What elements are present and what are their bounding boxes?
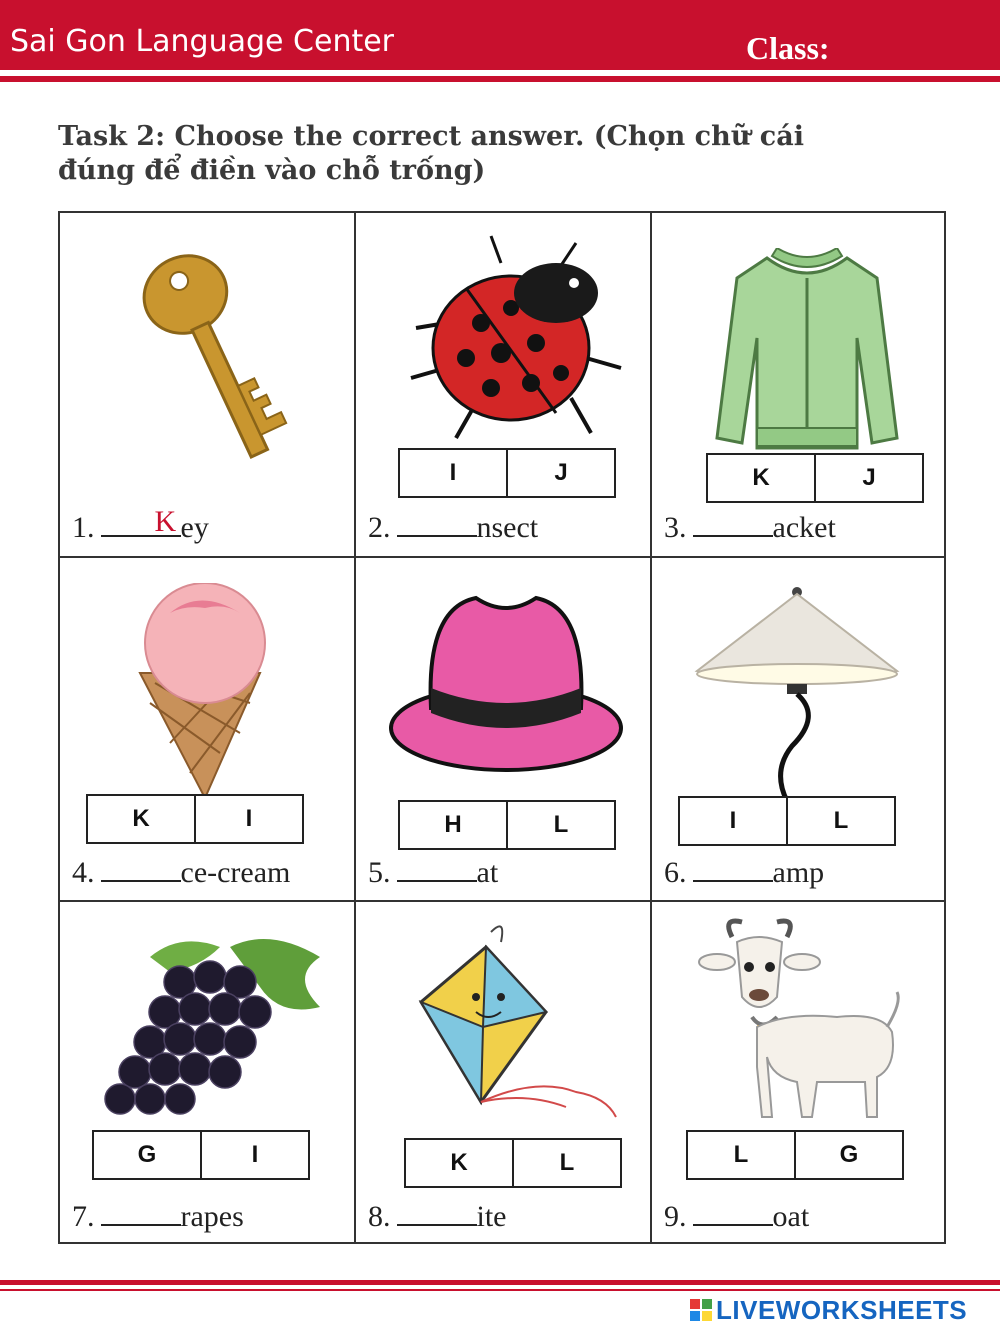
choice-option[interactable]: L [512,1140,620,1186]
choice-group [398,800,616,850]
choice-option[interactable]: K [450,1149,468,1176]
answer-blank[interactable] [693,1202,773,1226]
answer-blank[interactable] [693,858,773,882]
header-rule [0,76,1000,82]
choice-option[interactable]: G [794,1132,902,1178]
question-text: 1. K ey [72,505,209,544]
choice-group [398,448,616,498]
question-text: 9. oat [664,1200,810,1233]
choice-option[interactable]: H [444,811,462,838]
choice-option[interactable]: I [194,796,302,842]
ladybug-icon [406,228,626,448]
footer-rule [0,1280,1000,1285]
filled-answer: K [154,505,177,538]
choice-option[interactable]: I [729,807,737,834]
choice-group [686,1130,904,1180]
question-text: 5. at [368,856,499,889]
hat-icon [386,588,626,778]
answer-blank[interactable] [101,505,181,538]
task-line-2: đúng để điền vào chỗ trống) [58,155,486,186]
question-cell-6 [652,558,948,902]
kite-icon [416,917,626,1122]
choice-option[interactable]: G [137,1141,157,1168]
exercise-grid [58,211,946,1244]
header-bar [0,0,1000,70]
question-text: 3. acket [664,511,836,544]
question-cell-1 [60,213,356,557]
choice-group [706,453,924,503]
question-text: 8. ite [368,1200,507,1233]
brand-name: LIVEWORKSHEETS [716,1294,968,1325]
question-cell-2 [356,213,652,557]
answer-blank[interactable] [101,1202,181,1226]
task-line-1: Task 2: Choose the correct answer. (Chọn chữ cái [58,121,804,152]
answer-blank[interactable] [101,858,181,882]
choice-option[interactable]: L [506,802,614,848]
answer-blank[interactable] [397,513,477,537]
choice-option[interactable]: L [786,798,894,844]
goat-icon [697,917,917,1122]
choice-option[interactable]: I [449,459,457,486]
key-icon [140,243,290,473]
question-cell-5 [356,558,652,902]
choice-option[interactable]: J [814,455,922,501]
choice-option[interactable]: J [506,450,614,496]
task-instructions [58,120,958,188]
choice-group [678,796,896,846]
choice-option[interactable]: I [200,1132,308,1178]
liveworksheets-logo[interactable] [690,1295,967,1325]
grapes-icon [90,927,330,1117]
choice-group [92,1130,310,1180]
question-cell-3 [652,213,948,557]
question-text: 2. nsect [368,511,539,544]
question-text: 6. amp [664,856,825,889]
choice-option[interactable]: K [132,805,150,832]
jacket-icon [707,248,907,458]
question-cell-9 [652,902,948,1246]
ice-cream-icon [130,583,280,798]
question-cell-7 [60,902,356,1246]
center-name: Sai Gon Language Center [10,24,395,59]
question-text: 7. rapes [72,1200,244,1233]
question-cell-8 [356,902,652,1246]
logo-icon [690,1299,712,1321]
choice-option[interactable]: K [752,464,770,491]
choice-option[interactable]: L [733,1141,749,1168]
footer-rule [0,1289,1000,1291]
choice-group [404,1138,622,1188]
question-cell-4 [60,558,356,902]
question-text: 4. ce-cream [72,856,291,889]
choice-group [86,794,304,844]
answer-blank[interactable] [397,1202,477,1226]
class-label: Class: [746,30,830,66]
answer-blank[interactable] [397,858,477,882]
lamp-icon [692,586,902,801]
answer-blank[interactable] [693,513,773,537]
